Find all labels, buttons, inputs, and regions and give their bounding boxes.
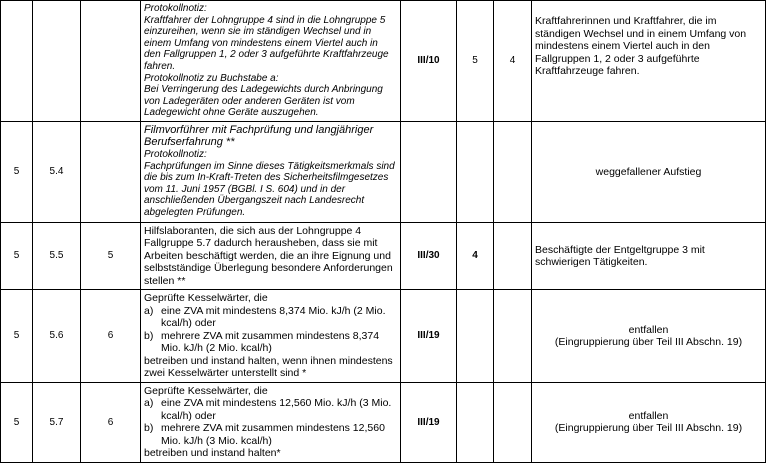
note-text: Fachprüfungen im Sinne dieses Tätigkeitsmerkmals sind die bis zum In-Kraft-Treten des Sicherheitsfilmgesetzes vom 11. Juni 1957 (BGBl. I S. 604) und in der anschließenden Übergangszeit nach Landesrecht abgelegten Prüfungen. xyxy=(144,160,395,218)
value-cell xyxy=(494,222,532,290)
table-row xyxy=(1,222,766,290)
value-cell: 4 xyxy=(457,222,494,290)
entgeltgruppe-cell: 5 xyxy=(1,290,33,383)
list-item-text: mehrere ZVA mit zusammen mindestens 12,560 Mio. kJ/h (3 Mio. kcal/h) xyxy=(161,422,385,447)
description-cell: Hilfslaboranten, die sich aus der Lohngruppe 4 Fallgruppe 5.7 dadurch herausheben, dass sie mit Arbeiten beschäftigt werden, die an ihre Eignung und selbstständige Überlegung besondere Anforderungen stellen ** xyxy=(141,222,401,290)
list-item-text: eine ZVA mit mindestens 8,374 Mio. kJ/h (2 Mio. kcal/h) oder xyxy=(161,304,386,330)
list-item-text: eine ZVA mit mindestens 12,560 Mio. kJ/h (3 Mio. kcal/h) oder xyxy=(161,397,392,422)
lohngruppe-cell: 6 xyxy=(81,290,141,383)
note-label: Protokollnotiz: xyxy=(144,3,207,14)
list-outro: betreiben und instand halten* xyxy=(144,447,281,460)
value-cell: 5 xyxy=(457,1,494,122)
list-intro: Geprüfte Kesselwärter, die xyxy=(144,384,268,397)
list-item-label: a) xyxy=(144,304,154,317)
reference-cell xyxy=(401,121,457,222)
fallgruppe-cell: 5.6 xyxy=(33,290,81,383)
fallgruppe-cell: 5.7 xyxy=(33,382,81,462)
description-heading: Filmvorführer mit Fachprüfung und langjähriger Berufserfahrung ** xyxy=(144,123,374,149)
result-status: entfallen xyxy=(628,323,669,336)
reference-cell: III/19 xyxy=(401,382,457,462)
result-note: (Eingruppierung über Teil III Abschn. 19) xyxy=(554,336,743,349)
table-row xyxy=(1,1,766,122)
entgeltgruppe-cell: 5 xyxy=(1,382,33,462)
result-cell: Beschäftigte der Entgeltgruppe 3 mit schwierigen Tätigkeiten. xyxy=(532,222,766,290)
reference-cell: III/19 xyxy=(401,290,457,383)
entgeltgruppe-cell: 5 xyxy=(1,121,33,222)
fallgruppe-cell: 5.4 xyxy=(33,121,81,222)
entgeltgruppe-cell: 5 xyxy=(1,222,33,290)
description-cell xyxy=(141,1,401,122)
value-cell xyxy=(457,290,494,383)
description-cell xyxy=(141,290,401,383)
result-cell xyxy=(532,382,766,462)
table-row xyxy=(1,382,766,462)
note-text: Kraftfahrer der Lohngruppe 4 sind in die Lohngruppe 5 einzureihen, wenn sie im ständigen Wechsel und in einem Umfang von mindestens einem Viertel auch in den Fallgruppen 1, 2 oder 3 aufgeführte Kraftfahrzeuge fahren. xyxy=(144,14,389,72)
reference-cell: III/10 xyxy=(401,1,457,122)
list-item-text: mehrere ZVA mit zusammen mindestens 8,374 Mio. kJ/h (2 Mio. kcal/h) xyxy=(161,329,380,355)
result-status: entfallen xyxy=(628,409,669,422)
value-cell: 4 xyxy=(494,1,532,122)
lohngruppe-cell xyxy=(81,121,141,222)
table-row xyxy=(1,290,766,383)
list-item-label: b) xyxy=(144,329,154,342)
lohngruppe-cell xyxy=(81,1,141,122)
entgeltgruppe-cell xyxy=(1,1,33,122)
fallgruppe-cell xyxy=(33,1,81,122)
list-item xyxy=(144,305,397,330)
result-cell: weggefallener Aufstieg xyxy=(532,121,766,222)
list-item xyxy=(144,397,397,422)
description-cell xyxy=(141,382,401,462)
list-outro: betreiben und instand halten, wenn ihnen mindestens zwei Kesselwärter unterstellt sind * xyxy=(144,354,393,380)
value-cell xyxy=(494,382,532,462)
lohngruppe-cell: 6 xyxy=(81,382,141,462)
table-row xyxy=(1,121,766,222)
reference-cell: III/30 xyxy=(401,222,457,290)
note-label: Protokollnotiz: xyxy=(144,148,207,160)
value-cell xyxy=(494,290,532,383)
lohngruppe-cell: 5 xyxy=(81,222,141,290)
list-item xyxy=(144,422,397,447)
result-note: (Eingruppierung über Teil III Abschn. 19) xyxy=(554,422,743,435)
result-cell: Kraftfahrerinnen und Kraftfahrer, die im ständigen Wechsel und in einem Umfang von mindestens einem Viertel auch in den Fallgruppen 1, 2 oder 3 aufgeführte Kraftfahrzeuge fahren. xyxy=(532,1,766,122)
note-text: Bei Verringerung des Ladegewichts durch Anbringung von Ladegeräten oder anderen Geräten ist vom Ladegewicht ohne Geräte auszugehen. xyxy=(144,84,383,119)
note-label: Protokollnotiz zu Buchstabe a: xyxy=(144,72,279,84)
list-item xyxy=(144,330,397,355)
list-item-label: a) xyxy=(144,397,154,410)
fallgruppe-cell: 5.5 xyxy=(33,222,81,290)
value-cell xyxy=(494,121,532,222)
value-cell xyxy=(457,121,494,222)
value-cell xyxy=(457,382,494,462)
list-item-label: b) xyxy=(144,422,154,435)
result-cell xyxy=(532,290,766,383)
description-cell xyxy=(141,121,401,222)
list-intro: Geprüfte Kesselwärter, die xyxy=(144,292,268,305)
